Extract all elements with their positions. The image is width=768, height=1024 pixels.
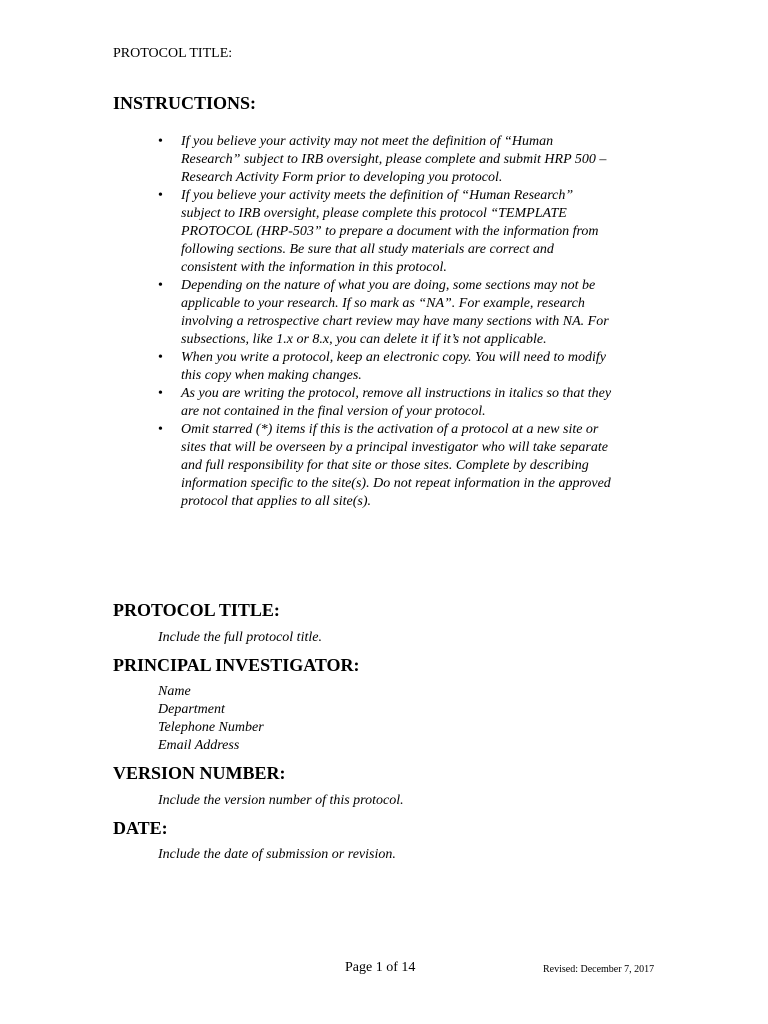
revision-date: Revised: December 7, 2017	[543, 964, 655, 975]
version-number-heading: VERSION NUMBER:	[113, 763, 286, 783]
instruction-item: • Omit starred (*) items if this is the activation of a protocol at a new site or sites that will be overseen by a principal investigator who will take separate and full responsibility for that site or those sites. Complete by describing information specific to the site(s). Do not repeat information in the approved protocol that applies to all site(s).	[181, 421, 613, 511]
date-heading: DATE:	[113, 818, 168, 838]
principal-investigator-fields	[158, 683, 264, 755]
pi-department-field: Department	[158, 702, 225, 717]
instruction-item: • When you write a protocol, keep an electronic copy. You will need to modify this copy when making changes.	[181, 349, 613, 385]
instruction-item: • If you believe your activity may not meet the definition of “Human Research” subject to IRB oversight, please complete and submit HRP 500 – Research Activity Form prior to developing you protocol.	[181, 133, 613, 187]
instruction-item: • Depending on the nature of what you are doing, some sections may not be applicable to your research. If so mark as “NA”. For example, research involving a retrospective chart review may have many sections with NA. For subsections, like 1.x or 8.x, you can delete it if it’s not applicable.	[181, 277, 613, 349]
instruction-item: • As you are writing the protocol, remove all instructions in italics so that they are not contained in the final version of your protocol.	[181, 385, 613, 421]
pi-telephone-field: Telephone Number	[158, 720, 264, 735]
principal-investigator-heading: PRINCIPAL INVESTIGATOR:	[113, 655, 360, 675]
version-number-instruction: Include the version number of this protocol.	[158, 793, 404, 808]
pi-email-field: Email Address	[158, 738, 240, 753]
instruction-item: • If you believe your activity meets the definition of “Human Research” subject to IRB oversight, please complete this protocol “TEMPLATE PROTOCOL (HRP-503” to prepare a document with the information from following sections. Be sure that all study materials are correct and consistent with the information in this protocol.	[181, 187, 613, 277]
protocol-title-heading: PROTOCOL TITLE:	[113, 600, 280, 620]
pi-name-field: Name	[158, 684, 191, 699]
protocol-title-instruction: Include the full protocol title.	[158, 630, 322, 645]
instructions-heading: INSTRUCTIONS:	[113, 93, 257, 113]
document-header-title: PROTOCOL TITLE:	[113, 46, 233, 61]
date-instruction: Include the date of submission or revision.	[158, 847, 396, 862]
instructions-list	[181, 133, 613, 511]
page-number: Page 1 of 14	[345, 960, 416, 975]
